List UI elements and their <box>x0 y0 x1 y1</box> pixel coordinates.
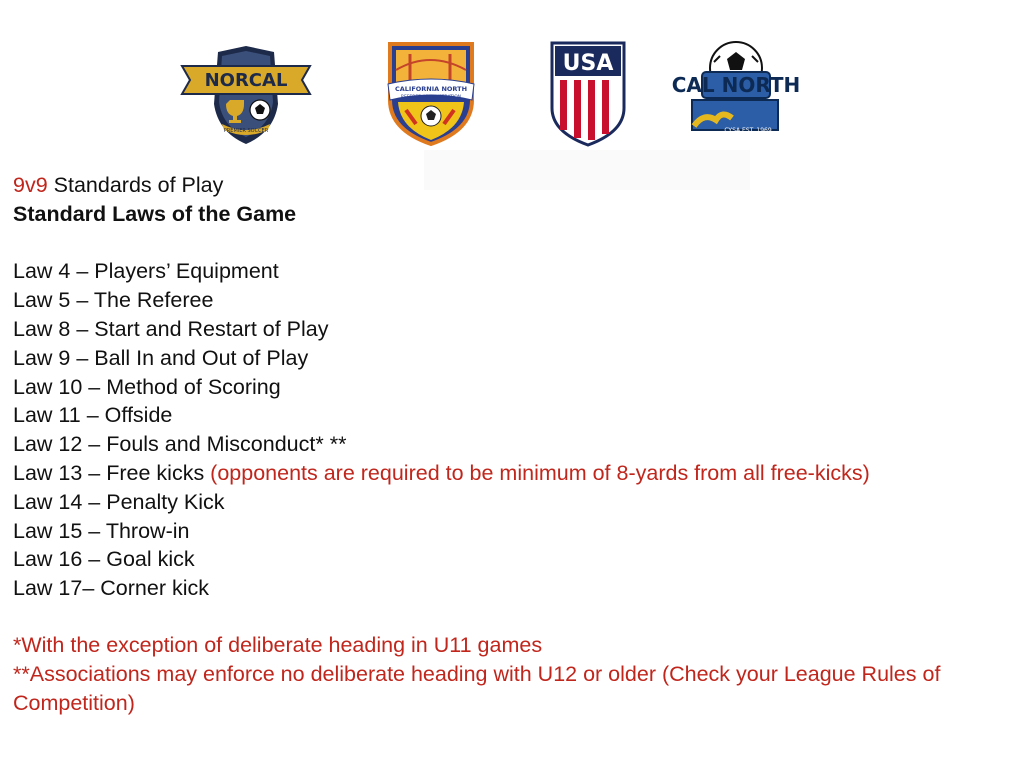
law-item: Law 8 – Start and Restart of Play <box>13 316 329 341</box>
svg-text:REFEREE ADMINISTRATION: REFEREE ADMINISTRATION <box>400 95 462 100</box>
law-item: Law 17– Corner kick <box>13 576 209 601</box>
svg-text:NORCAL: NORCAL <box>204 70 288 91</box>
title-rest: Standards of Play <box>47 173 224 197</box>
svg-text:CAL NORTH: CAL NORTH <box>671 73 801 97</box>
spacer <box>13 229 1023 258</box>
law-item: Law 4 – Players’ Equipment <box>13 259 279 284</box>
law-item: Law 5 – The Referee <box>13 288 214 313</box>
standards-text <box>13 171 1023 603</box>
svg-text:PREMIER SOCCER: PREMIER SOCCER <box>223 128 269 134</box>
svg-text:CALIFORNIA NORTH: CALIFORNIA NORTH <box>394 85 468 93</box>
title-prefix: 9v9 <box>13 173 48 197</box>
law-item: Law 16 – Goal kick <box>13 547 195 572</box>
norcal-logo <box>178 44 314 146</box>
page-subtitle: Standard Laws of the Game <box>13 201 297 226</box>
california-north-referee-logo <box>384 40 478 146</box>
footnote-1: *With the exception of deliberate heading in U11 games <box>13 633 543 657</box>
law-item: Law 12 – Fouls and Misconduct* ** <box>13 432 347 457</box>
page-title <box>13 171 1023 200</box>
svg-text:USA: USA <box>562 51 614 76</box>
law-item: Law 15 – Throw-in <box>13 518 190 543</box>
law-item: Law 14 – Penalty Kick <box>13 489 225 514</box>
law-13-main: Law 13 – Free kicks <box>13 460 211 485</box>
law-item: Law 11 – Offside <box>13 403 173 428</box>
law-13-note: (opponents are required to be minimum of 8-yards from all free-kicks) <box>210 460 870 485</box>
cal-north-logo <box>671 40 801 138</box>
svg-text:CYSA EST. 1969: CYSA EST. 1969 <box>724 127 772 134</box>
usa-soccer-logo <box>548 40 628 148</box>
footnotes <box>13 631 1023 718</box>
law-item: Law 10 – Method of Scoring <box>13 374 281 399</box>
law-item: Law 9 – Ball In and Out of Play <box>13 345 309 370</box>
law-item-13 <box>13 459 1023 488</box>
footnote-2: **Associations may enforce no deliberate heading with U12 or older (Check your League Rules of Competition) <box>13 662 941 715</box>
